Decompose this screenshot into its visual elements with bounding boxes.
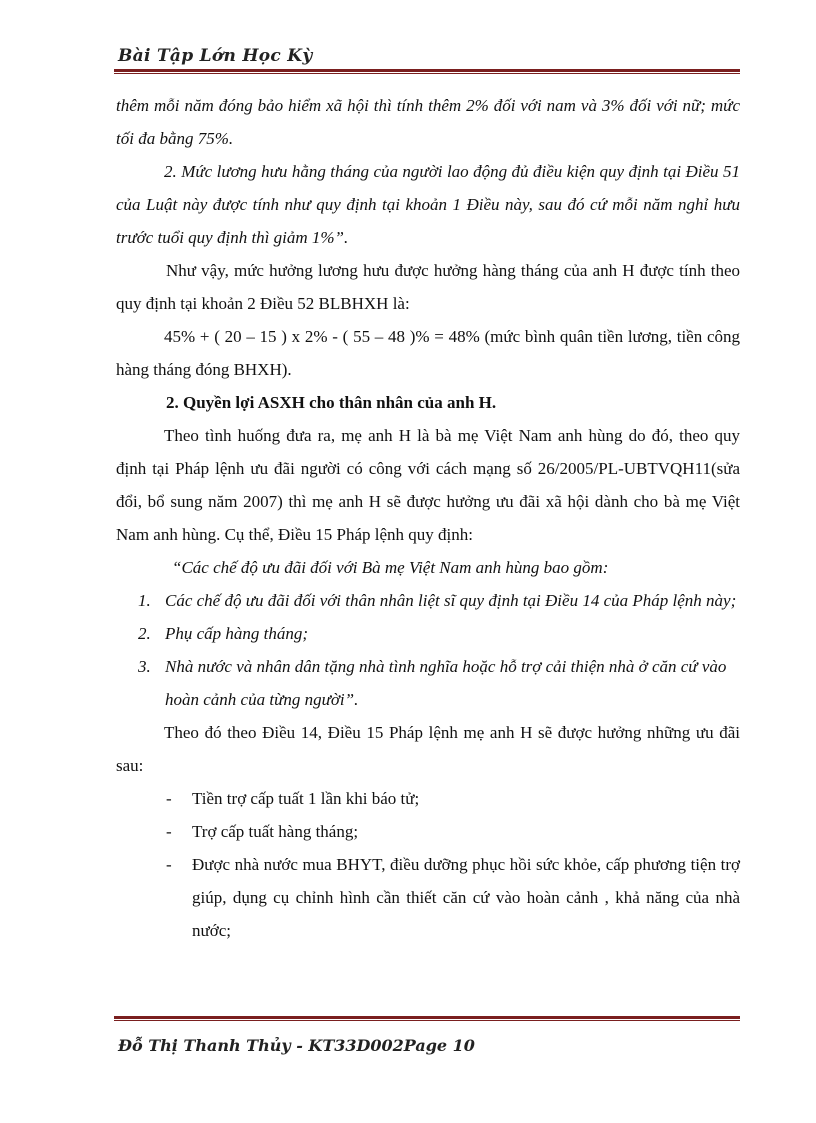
paragraph-benefits-intro: Theo đó theo Điều 14, Điều 15 Pháp lệnh mẹ anh H sẽ được hưởng những ưu đãi sau:: [116, 723, 740, 775]
page-content: [116, 89, 740, 947]
list-item: - Được nhà nước mua BHYT, điều dưỡng phục hồi sức khỏe, cấp phương tiện trợ giúp, dụng cụ chỉnh hình cần thiết căn cứ vào hoàn cảnh , khả năng của nhà nước;: [166, 855, 740, 940]
header-divider: [114, 69, 740, 74]
quote-list: [116, 584, 740, 716]
paragraph-formula: 45% + ( 20 – 15 ) x 2% - ( 55 – 48 )% = 48% (mức bình quân tiền lương, tiền công hàng tháng đóng BHXH).: [116, 327, 740, 379]
paragraph-conclusion: Như vậy, mức hưởng lương hưu được hưởng hàng tháng của anh H được tính theo quy định tại khoản 2 Điều 52 BLBHXH là:: [116, 261, 740, 313]
paragraph-continued: thêm mỗi năm đóng bảo hiểm xã hội thì tính thêm 2% đối với nam và 3% đối với nữ; mức tối đa bằng 75%.: [116, 96, 740, 148]
page-header-title: Bài Tập Lớn Học Kỳ: [118, 46, 313, 66]
list-item: - Tiền trợ cấp tuất 1 lần khi báo tử;: [166, 789, 420, 808]
list-item: 2. Phụ cấp hàng tháng;: [138, 624, 309, 643]
list-item: 3. Nhà nước và nhân dân tặng nhà tình nghĩa hoặc hỗ trợ cải thiện nhà ở căn cứ vào hoàn cảnh của từng người”.: [138, 657, 727, 709]
section-heading: 2. Quyền lợi ASXH cho thân nhân của anh H.: [166, 393, 497, 412]
page-footer: Đỗ Thị Thanh Thủy - KT33D002Page 10: [118, 1036, 475, 1055]
quote-intro: “Các chế độ ưu đãi đối với Bà mẹ Việt Nam anh hùng bao gồm:: [172, 558, 609, 577]
paragraph-clause-2: 2. Mức lương hưu hằng tháng của người lao động đủ điều kiện quy định tại Điều 51 của Luật này được tính như quy định tại khoản 1 Điều này, sau đó cứ mỗi năm nghỉ hưu trước tuổi quy định thì giảm 1%”.: [116, 162, 740, 247]
list-item: 1. Các chế độ ưu đãi đối với thân nhân liệt sĩ quy định tại Điều 14 của Pháp lệnh này;: [138, 591, 737, 610]
paragraph-situation: Theo tình huống đưa ra, mẹ anh H là bà mẹ Việt Nam anh hùng do đó, theo quy định tại Pháp lệnh ưu đãi người có công với cách mạng số 26/2005/PL-UBTVQH11(sửa đổi, bổ sung năm 2007) thì mẹ anh H sẽ được hưởng ưu đãi xã hội dành cho bà mẹ Việt Nam anh hùng. Cụ thể, Điều 15 Pháp lệnh quy định:: [116, 426, 740, 544]
footer-divider: [114, 1016, 740, 1021]
benefits-list: [116, 782, 740, 947]
list-item: - Trợ cấp tuất hàng tháng;: [166, 822, 359, 841]
